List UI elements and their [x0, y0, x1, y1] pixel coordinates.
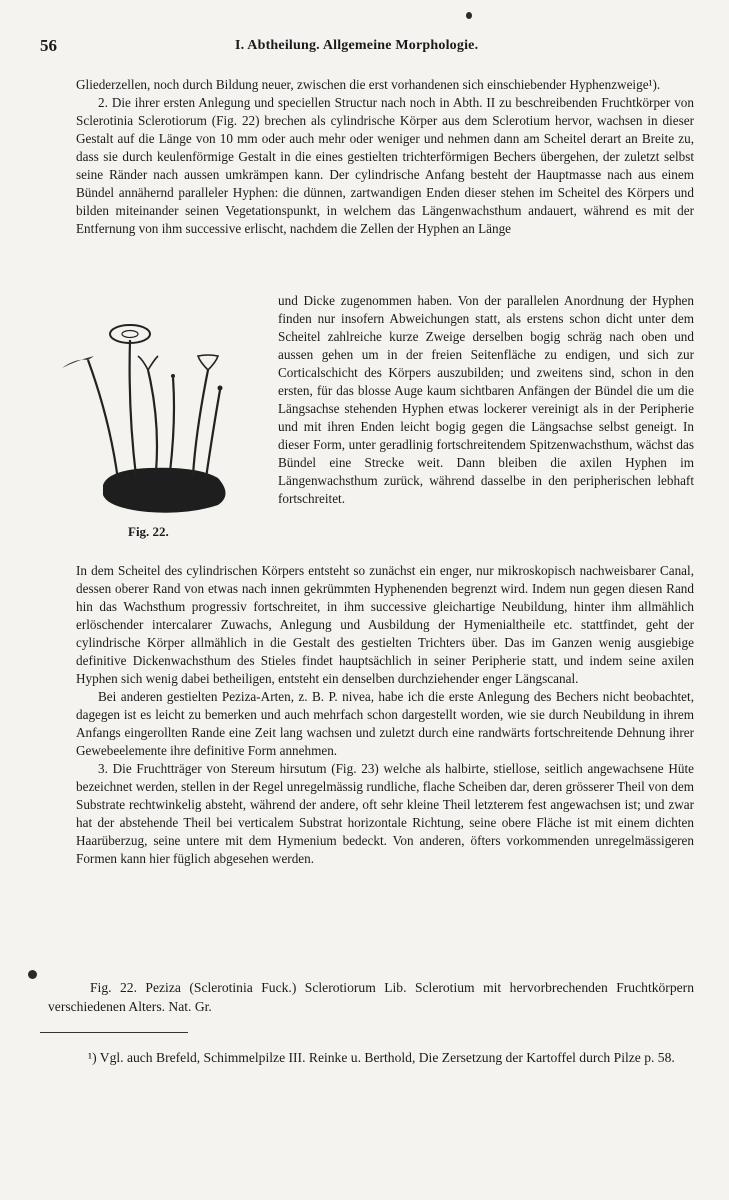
stalk-5 [193, 370, 208, 475]
stalk-1 [88, 360, 118, 480]
body-text-top [76, 76, 694, 238]
running-title: I. Abtheilung. Allgemeine Morphologie. [235, 38, 479, 53]
paragraph-4: 3. Die Fruchtträger von Stereum hirsutum (Fig. 23) welche als halbirte, stiellose, seitlich angewachsene Hüte bezeichnet werden, stellen in der Regel unregelmässig rundliche, flache Scheiben dar, deren grösserer Theil von dem Substrate rechtwinkelig absteht, während der andere, oft sehr kleine Theil letzterem fest angewachsen ist; und zwar hat der abstehende Theil bei verticalem Substrat horizontale Richtung, seine obere Fläche ist mit einem dichten Haarüberzug, seine untere mit dem Hymenium bedeckt. Von anderen, öfters vorkommenden unregelmässigeren Formen kann hier füglich abgesehen werden. [76, 761, 694, 866]
figure-caption: Fig. 22. Peziza (Sclerotinia Fuck.) Sclerotiorum Lib. Sclerotium mit hervorbrechenden Fruchtkörpern verschiedenen Alters. Nat. Gr. [48, 980, 694, 1014]
figure-label: Fig. 22. [128, 524, 169, 539]
paragraph-3: Bei anderen gestielten Peziza-Arten, z. B. P. nivea, habe ich die erste Anlegung des Bechers nicht beobachtet, dagegen ist es leicht zu bemerken und auch mehrfach schon dargestellt worden, wie sie durch Neubildung in ihrem Anfangs eingerollten Rande eine Zeit lang wachsen und zuletzt durch eine randwärts fortschreitende Dehnung ihrer Gewebeelemente ihre definitive Form annehmen. [76, 689, 694, 758]
figure-22-illustration [48, 300, 258, 550]
cup-trumpet-mid [138, 356, 158, 370]
paragraph-2-wrap: und Dicke zugenommen haben. Von der parallelen Anordnung der Hyphen finden nur insofern Abweichungen statt, als erstens schon dicht unter dem Scheitel zahlreiche kurze Zweige derselben bogig schräg nach oben und aussen gehen um in der freien Seitenfläche zu endigen, und sich zur Corticalschicht des Körpers auszubilden; und zweitens sind, schon in den ersten, für das blosse Auge kaum sichtbaren Anfängen der Bündel die um die Längsachse stehenden Hyphen etwas lockerer vereinigt als in der Peripherie und mit ihren Enden leicht bogig gegen die Längsachse selbst geneigt. In dieser Form, unter geradlinig fortschreitendem Spitzenwachsthum, wächst das Bündel eine Strecke weit. Dann bleiben die axilen Hyphen im Längenwachsthum zurück, während dasselbe in den peripherischen lebhaft fortschreitet. [278, 293, 694, 506]
cup-right [198, 355, 218, 370]
ink-spot [28, 970, 37, 979]
stalk-2 [130, 340, 136, 476]
page-header [40, 36, 700, 58]
footnote: ¹) Vgl. auch Brefeld, Schimmelpilze III. Reinke u. Berthold, Die Zersetzung der Kartoffel durch Pilze p. 58. [88, 1050, 675, 1065]
stalk-3 [148, 370, 157, 472]
body-text-wrap [278, 292, 694, 508]
paragraph-1: Gliederzellen, noch durch Bildung neuer, zwischen die erst vorhandenen sich einschiebender Hyphenzweige¹). [76, 77, 661, 92]
body-text-bottom [76, 562, 694, 868]
page-number: 56 [40, 36, 57, 55]
stalk-6 [206, 390, 220, 478]
ink-spot [466, 12, 472, 19]
paragraph-2-top: 2. Die ihrer ersten Anlegung und speciellen Structur nach noch in Abth. II zu beschreibenden Fruchtkörper von Sclerotinia Sclerotiorum (Fig. 22) brechen als cylindrische Körper aus dem Sclerotium hervor, wachsen in dieser Gestalt auf die Länge von 10 mm oder auch mehr oder weniger und nehmen dann am Scheitel derart an Breite zu, dass sie durch keulenförmige Gestalt in die eines gestielten trichterförmigen Bechers übergehen, der zuletzt selbst seine Ränder nach aussen umkrämpen kann. Der cylindrische Anfang besteht der Hauptmasse nach aus einem Bündel annähernd paralleler Hyphen: die dünnen, zartwandigen Enden dieser stehen im Scheitel des Körpers und bilden miteinander seinen Vegetationspunkt, in welchem das Längenwachsthum andauert, während es mit der Entfernung von ihm successive erlischt, nachdem die Zellen der Hyphen an Länge [76, 95, 694, 236]
footnote-divider [40, 1032, 188, 1033]
stalk-4 [170, 378, 174, 472]
paragraph-2-bottom: In dem Scheitel des cylindrischen Körpers entsteht so zunächst ein enger, nur mikroskopisch nachweisbarer Canal, dessen oberer Rand von etwas nach innen gekrümmten Hyphenenden begrenzt wird. Indem nun gegen diesen Rand hin das Wachsthum progressiv fortschreitet, in ihm successive gleichartige Neubildung, hinter ihm allmählich erlöschender intercalarer Zuwachs, Anlegung und Ausbildung der Hymenialtheile etc. stattfindet, geht der cylindrische Körper allmählich in die Gestalt des gestielten Trichters über. Das im Ganzen wenig ausgiebige definitive Dickenwachsthum des Stieles findet hauptsächlich in seiner Peripherie statt, und indem seine axilen Hyphen sich wenig dabei betheiligen, entsteht ein denselben durchziehender enger Längscanal. [76, 563, 694, 686]
